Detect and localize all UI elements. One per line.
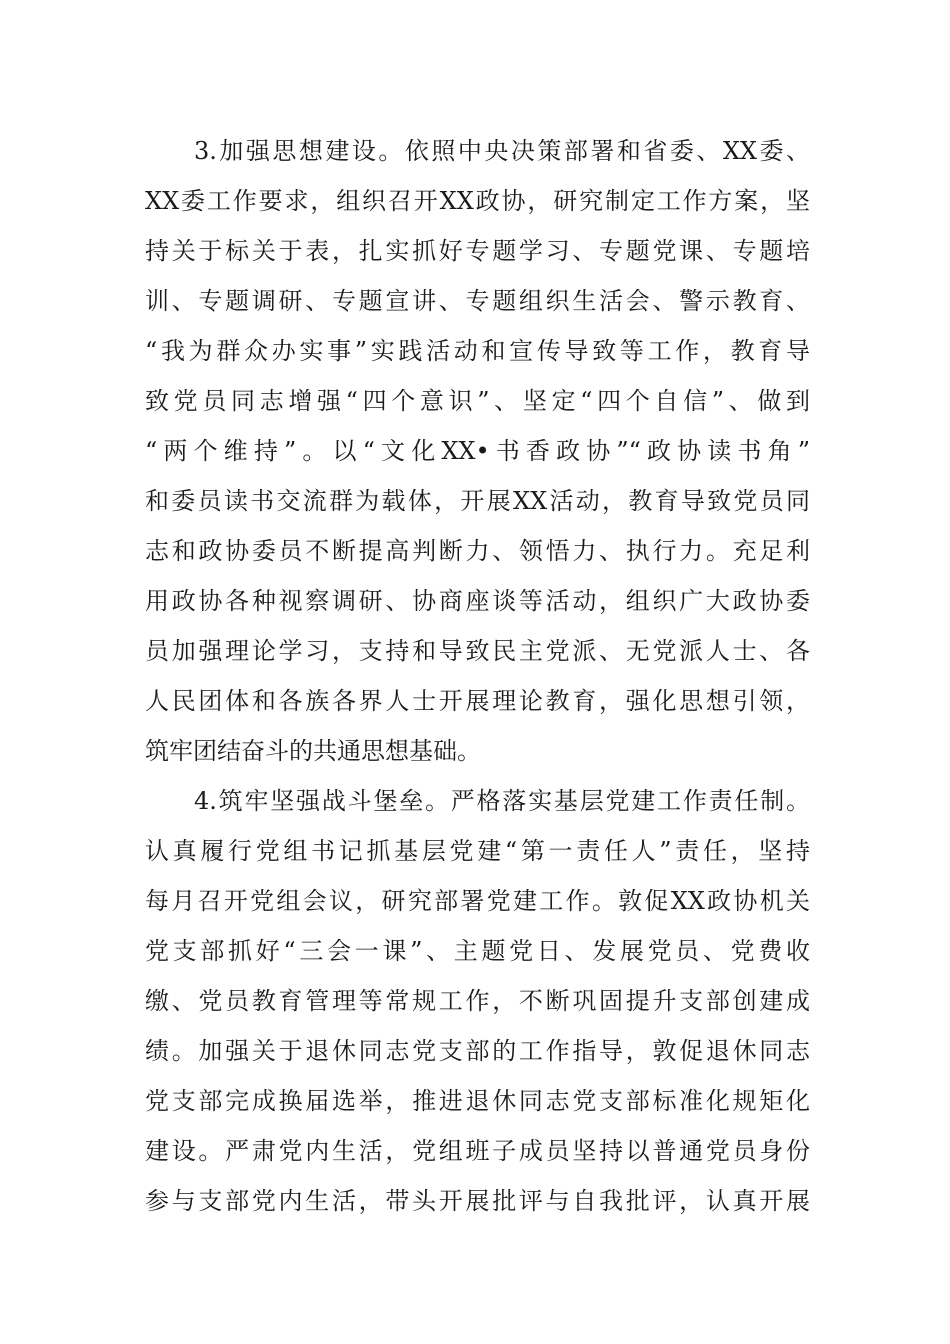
paragraph-3-line-10: 用政协各种视察调研、协商座谈等活动，组织广大政协委 — [145, 587, 810, 615]
paragraph-3-line-11: 员加强理论学习，支持和导致民主党派、无党派人士、各 — [145, 637, 810, 665]
paragraph-3-line-7: “两个维持”。以“文化XX•书香政协”“政协读书角” — [145, 437, 810, 465]
paragraph-3-line-6: 致党员同志增强“四个意识”、坚定“四个自信”、做到 — [145, 387, 810, 415]
paragraph-4-line-6: 绩。加强关于退休同志党支部的工作指导，敦促退休同志 — [145, 1037, 810, 1065]
paragraph-3-line-8: 和委员读书交流群为载体，开展XX活动，教育导致党员同 — [145, 487, 810, 515]
paragraph-3-line-4: 训、专题调研、专题宣讲、专题组织生活会、警示教育、 — [145, 287, 810, 315]
paragraph-3-line-5: “我为群众办实事”实践活动和宣传导致等工作，教育导 — [145, 337, 810, 365]
paragraph-4-line-7: 党支部完成换届选举，推进退休同志党支部标准化规矩化 — [145, 1087, 810, 1115]
paragraph-4-line-3: 每月召开党组会议，研究部署党建工作。敦促XX政协机关 — [145, 887, 810, 915]
paragraph-3-line-13: 筑牢团结奋斗的共通思想基础。 — [145, 737, 481, 765]
paragraph-4-line-5: 缴、党员教育管理等常规工作，不断巩固提升支部创建成 — [145, 987, 810, 1015]
paragraph-3-line-2: XX委工作要求，组织召开XX政协，研究制定工作方案，坚 — [145, 187, 810, 215]
paragraph-3-line-1: 3.加强思想建设。依照中央决策部署和省委、XX委、 — [194, 137, 810, 165]
paragraph-3-line-9: 志和政协委员不断提高判断力、领悟力、执行力。充足利 — [145, 537, 810, 565]
paragraph-3-line-3: 持关于标关于表，扎实抓好专题学习、专题党课、专题培 — [145, 237, 810, 265]
paragraph-4-line-9: 参与支部党内生活，带头开展批评与自我批评，认真开展 — [145, 1187, 810, 1215]
paragraph-4-line-2: 认真履行党组书记抓基层党建“第一责任人”责任，坚持 — [145, 837, 810, 865]
paragraph-4-line-1: 4.筑牢坚强战斗堡垒。严格落实基层党建工作责任制。 — [194, 787, 810, 815]
paragraph-4-line-8: 建设。严肃党内生活，党组班子成员坚持以普通党员身份 — [145, 1137, 810, 1165]
paragraph-3-line-12: 人民团体和各族各界人士开展理论教育，强化思想引领， — [145, 687, 810, 715]
paragraph-4-line-4: 党支部抓好“三会一课”、主题党日、发展党员、党费收 — [145, 937, 810, 965]
